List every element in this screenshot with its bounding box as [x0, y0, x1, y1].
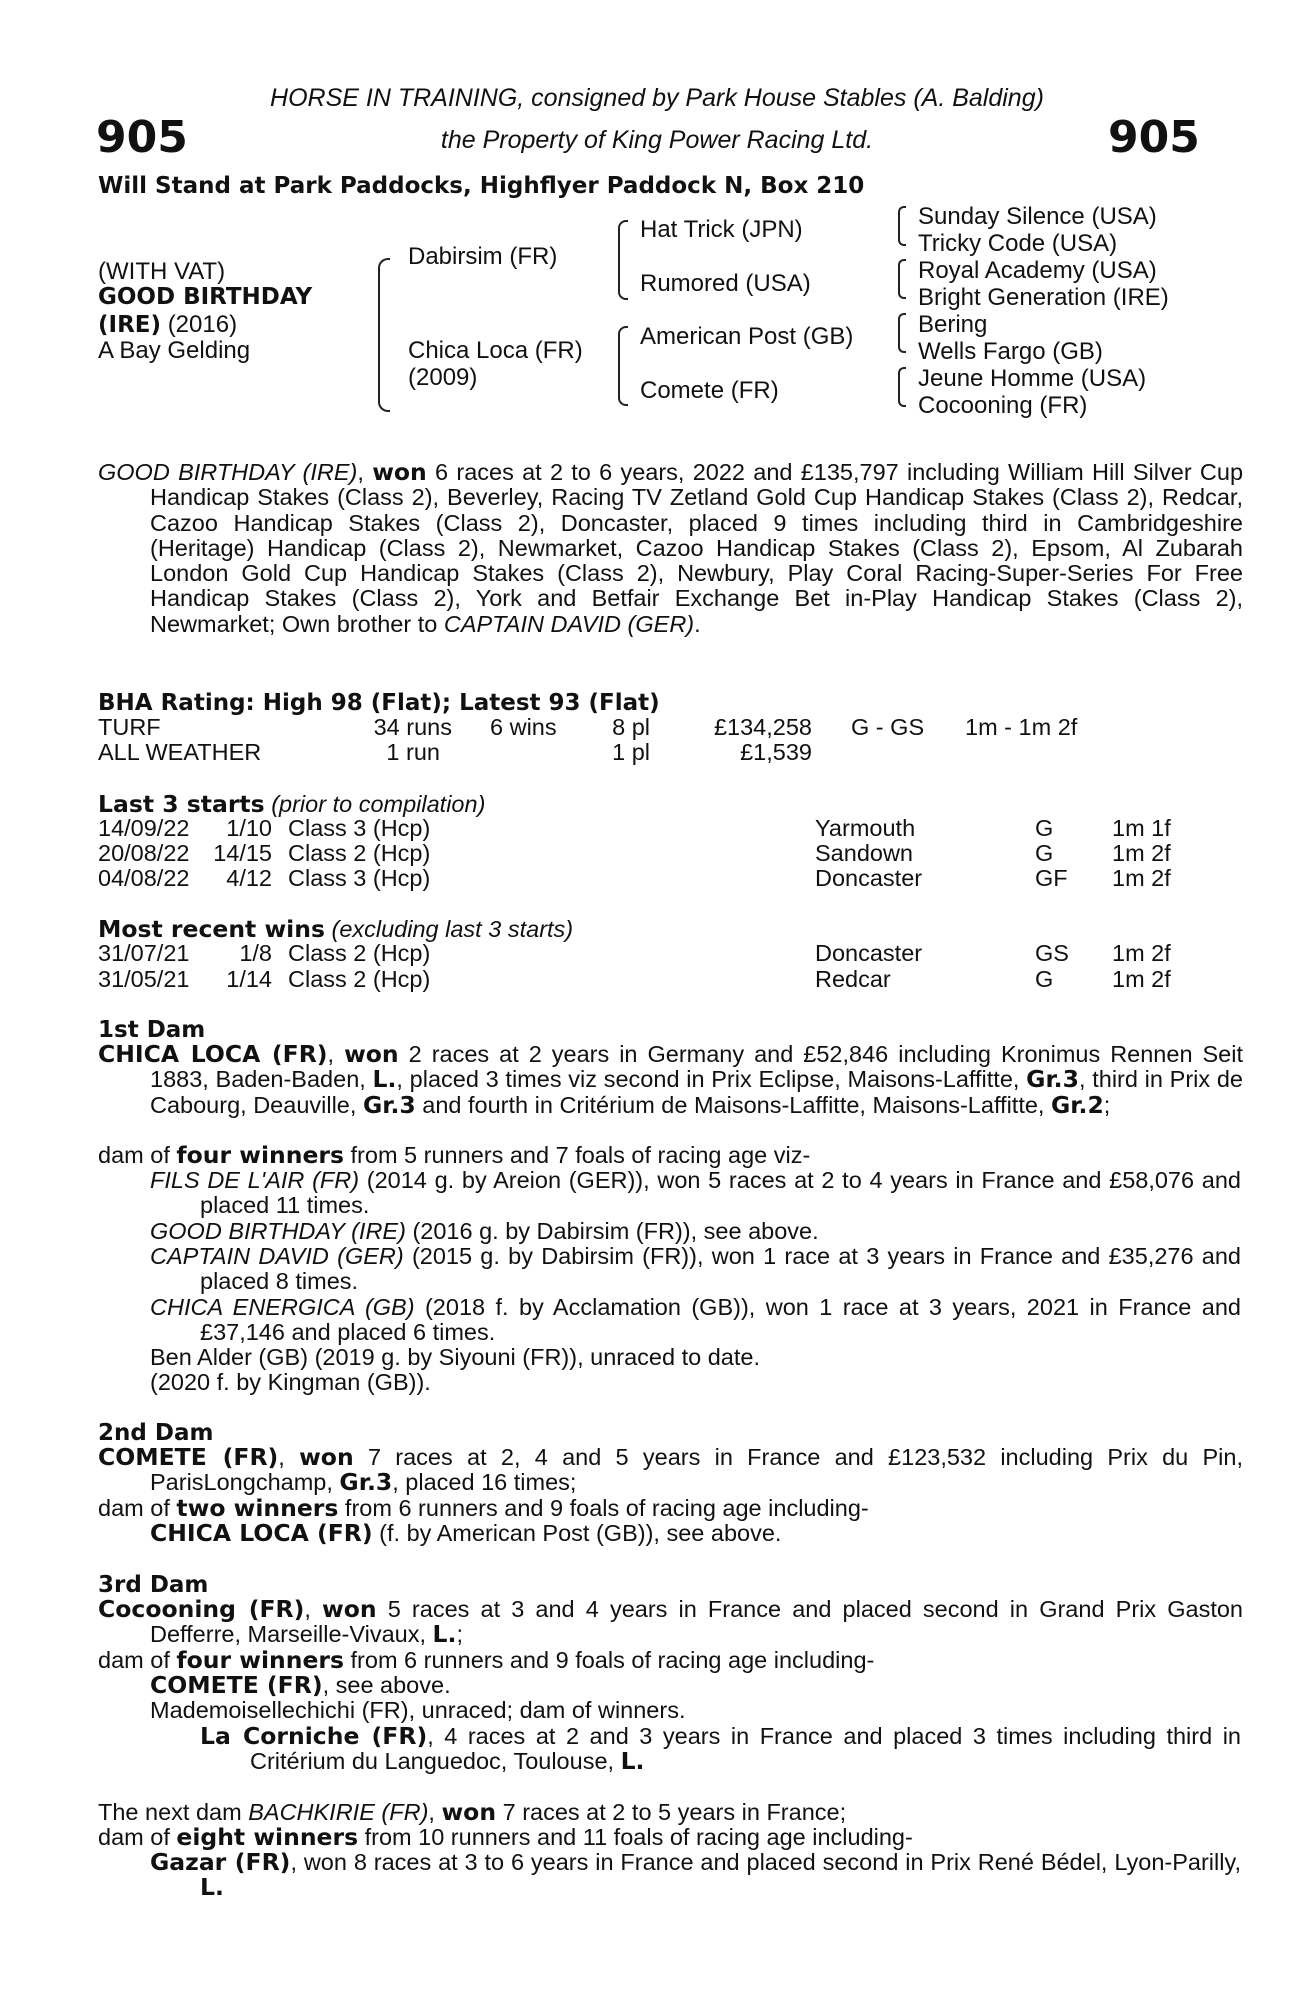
owner-line: the Property of King Power Racing Ltd.	[440, 126, 874, 154]
start-date: 04/08/22	[98, 865, 190, 891]
first-dam-record: CHICA LOCA (FR), won 2 races at 2 years in Germany and £52,846 including Kronimus Rennen Seit 1883, Baden-Baden, L., placed 3 times viz second in Prix Eclipse, Maisons-Laffitte, Gr.3, third in Prix de Cabourg, Deauville, Gr.3 and fourth in Critérium de Maisons-Laffitte, Maisons-Laffitte, Gr.2;	[98, 1040, 1243, 1119]
stand-location: Will Stand at Park Paddocks, Highflyer Paddock N, Box 210	[98, 173, 865, 199]
lot-number-right: 905	[1108, 112, 1200, 163]
rating-surface: TURF	[98, 714, 161, 740]
horse-name: GOOD BIRTHDAY	[98, 284, 313, 310]
rating-distance: 1m - 1m 2f	[965, 714, 1078, 740]
rating-going: G - GS	[851, 714, 925, 740]
g3-brace-4	[898, 367, 906, 407]
win-class: Class 2 (Hcp)	[288, 940, 431, 966]
g3-ancestor: Bright Generation (IRE)	[918, 284, 1169, 311]
g3-ancestor: Tricky Code (USA)	[918, 230, 1118, 257]
dam-year: (2009)	[408, 364, 478, 391]
win-date: 31/05/21	[98, 966, 190, 992]
horse-description: A Bay Gelding	[98, 337, 251, 364]
first-dam-foal: (2020 f. by Kingman (GB)).	[150, 1369, 431, 1395]
horse-name-line2: (IRE) (2016)	[98, 311, 238, 338]
recent-wins-heading: Most recent wins (excluding last 3 starts)	[98, 915, 574, 943]
start-going: G	[1035, 815, 1054, 841]
rating-earnings: £1,539	[740, 739, 812, 765]
g3-brace-3	[898, 313, 906, 353]
third-dam-heading: 3rd Dam	[98, 1572, 209, 1598]
sire-dam-brace	[378, 258, 390, 412]
first-dam-produce: dam of four winners from 5 runners and 7 foals of racing age viz-	[98, 1141, 811, 1169]
sire-sire: Hat Trick (JPN)	[640, 216, 803, 243]
start-course: Yarmouth	[815, 815, 916, 841]
dam-dam: Comete (FR)	[640, 377, 779, 404]
next-dam-produce: dam of eight winners from 10 runners and 11 foals of racing age including-	[98, 1823, 913, 1851]
win-position: 1/8	[239, 940, 272, 966]
last3-heading: Last 3 starts (prior to compilation)	[98, 790, 486, 818]
win-going: GS	[1035, 940, 1069, 966]
g3-ancestor: Jeune Homme (USA)	[918, 365, 1147, 392]
start-distance: 1m 1f	[1112, 815, 1171, 841]
start-course: Sandown	[815, 840, 913, 866]
dam-sire: American Post (GB)	[640, 323, 854, 350]
first-dam-foal: GOOD BIRTHDAY (IRE) (2016 g. by Dabirsim (FR)), see above.	[150, 1218, 819, 1244]
second-dam-heading: 2nd Dam	[98, 1420, 214, 1446]
start-position: 1/10	[226, 815, 272, 841]
start-going: G	[1035, 840, 1054, 866]
g3-ancestor: Cocooning (FR)	[918, 392, 1088, 419]
start-course: Doncaster	[815, 865, 923, 891]
start-date: 20/08/22	[98, 840, 190, 866]
win-distance: 1m 2f	[1112, 966, 1171, 992]
bha-rating-heading: BHA Rating: High 98 (Flat); Latest 93 (Flat)	[98, 690, 660, 716]
start-distance: 1m 2f	[1112, 840, 1171, 866]
race-summary: GOOD BIRTHDAY (IRE), won 6 races at 2 to 6 years, 2022 and £135,797 including William Hill Silver Cup Handicap Stakes (Class 2), Beverley, Racing TV Zetland Gold Cup Handicap Stakes (Class 2), Redcar, Cazoo Handicap Stakes (Class 2), Doncaster, placed 9 times including third in Cambridgeshire (Heritage) Handicap (Class 2), Newmarket, Cazoo Handicap Stakes (Class 2), Epsom, Al Zubarah London Gold Cup Handicap Stakes (Class 2), Newbury, Play Coral Racing-Super-Series For Free Handicap Stakes (Class 2), York and Betfair Exchange Bet in-Play Handicap Stakes (Class 2), Newmarket; Own brother to CAPTAIN DAVID (GER).	[98, 458, 1244, 637]
lot-number-left: 905	[96, 112, 188, 163]
sire-brace	[618, 220, 628, 300]
win-class: Class 2 (Hcp)	[288, 966, 431, 992]
g3-ancestor: Wells Fargo (GB)	[918, 338, 1103, 365]
g3-ancestor: Bering	[918, 311, 988, 338]
rating-wins: 6 wins	[490, 714, 557, 740]
first-dam-foal: CHICA ENERGICA (GB) (2018 f. by Acclamation (GB)), won 1 race at 3 years, 2021 in France and £37,146 and placed 6 times.	[150, 1294, 1241, 1346]
start-class: Class 2 (Hcp)	[288, 840, 431, 866]
win-course: Doncaster	[815, 940, 923, 966]
third-dam-foal: Mademoisellechichi (FR), unraced; dam of winners.	[150, 1697, 686, 1723]
sire: Dabirsim (FR)	[408, 243, 558, 270]
second-dam-produce: dam of two winners from 6 runners and 9 foals of racing age including-	[98, 1494, 869, 1522]
first-dam-heading: 1st Dam	[98, 1017, 206, 1043]
first-dam-foal: CAPTAIN DAVID (GER) (2015 g. by Dabirsim (FR)), won 1 race at 3 years in France and £35,276 and placed 8 times.	[150, 1243, 1242, 1295]
third-dam-grandfoal: La Corniche (FR), 4 races at 2 and 3 years in France and placed 3 times including third in Critérium du Languedoc, Toulouse, L.	[200, 1722, 1241, 1776]
start-date: 14/09/22	[98, 815, 190, 841]
win-date: 31/07/21	[98, 940, 190, 966]
win-going: G	[1035, 966, 1054, 992]
third-dam-produce: dam of four winners from 6 runners and 9 foals of racing age including-	[98, 1646, 875, 1674]
first-dam-foal: Ben Alder (GB) (2019 g. by Siyouni (FR)), unraced to date.	[150, 1344, 760, 1370]
rating-placed: 1 pl	[612, 739, 650, 765]
dam: Chica Loca (FR)	[408, 337, 583, 364]
rating-surface: ALL WEATHER	[98, 739, 262, 765]
g3-ancestor: Royal Academy (USA)	[918, 257, 1157, 284]
g3-brace-2	[898, 259, 906, 299]
start-class: Class 3 (Hcp)	[288, 815, 431, 841]
start-class: Class 3 (Hcp)	[288, 865, 431, 891]
g3-brace-1	[898, 206, 906, 246]
vat-note: (WITH VAT)	[98, 258, 226, 285]
second-dam-record: COMETE (FR), won 7 races at 2, 4 and 5 years in France and £123,532 including Prix du Pin, ParisLongchamp, Gr.3, placed 16 times;	[98, 1443, 1243, 1497]
start-position: 4/12	[226, 865, 272, 891]
rating-runs: 34 runs	[373, 714, 452, 740]
third-dam-record: Cocooning (FR), won 5 races at 3 and 4 years in France and placed second in Grand Prix Gaston Defferre, Marseille-Vivaux, L.;	[98, 1595, 1244, 1649]
rating-runs: 1 run	[386, 739, 440, 765]
g3-ancestor: Sunday Silence (USA)	[918, 203, 1157, 230]
consignor-line: HORSE IN TRAINING, consigned by Park House Stables (A. Balding)	[270, 84, 1044, 112]
start-going: GF	[1035, 865, 1068, 891]
start-distance: 1m 2f	[1112, 865, 1171, 891]
win-distance: 1m 2f	[1112, 940, 1171, 966]
second-dam-foal: CHICA LOCA (FR) (f. by American Post (GB)), see above.	[150, 1519, 782, 1547]
rating-earnings: £134,258	[713, 714, 812, 740]
third-dam-foal: COMETE (FR), see above.	[150, 1671, 451, 1699]
rating-placed: 8 pl	[612, 714, 650, 740]
win-course: Redcar	[815, 966, 891, 992]
first-dam-foal: FILS DE L'AIR (FR) (2014 g. by Areion (GER)), won 5 races at 2 to 4 years in France and £58,076 and placed 11 times.	[150, 1167, 1241, 1219]
next-dam-record: The next dam BACHKIRIE (FR), won 7 races at 2 to 5 years in France;	[98, 1798, 847, 1826]
win-position: 1/14	[226, 966, 272, 992]
next-dam-foal: Gazar (FR), won 8 races at 3 to 6 years in France and placed second in Prix René Bédel, Lyon-Parilly, L.	[150, 1848, 1241, 1902]
sire-dam: Rumored (USA)	[640, 270, 811, 297]
start-position: 14/15	[213, 840, 272, 866]
dam-brace	[618, 326, 628, 406]
